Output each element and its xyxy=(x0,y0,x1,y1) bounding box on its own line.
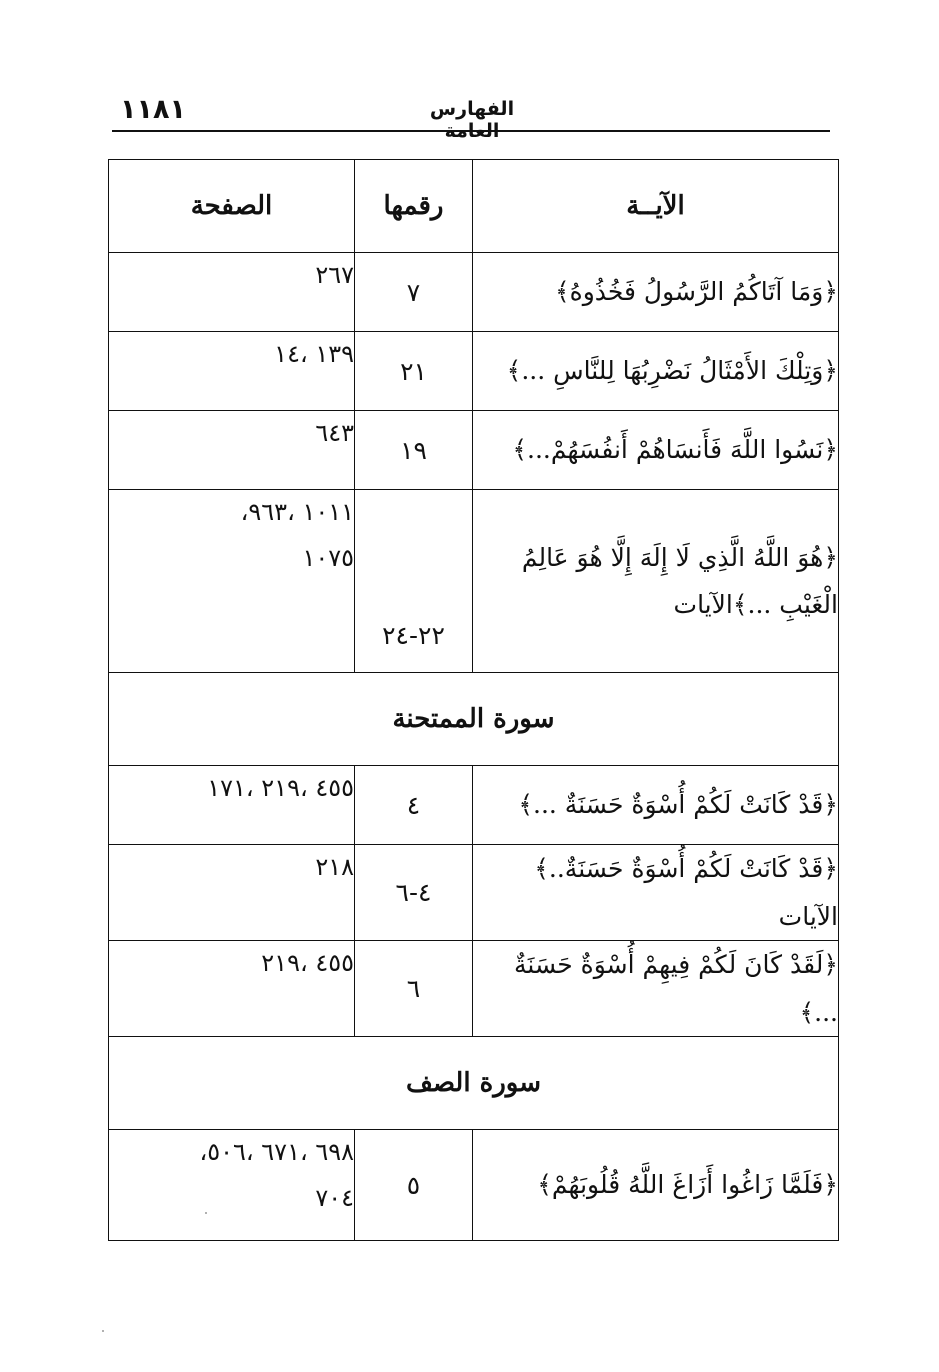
ayah-cell: ﴿نَسُوا اللَّهَ فَأَنسَاهُمْ أَنفُسَهُمْ...﴾ xyxy=(473,411,839,490)
ayah-cell: ﴿وَتِلْكَ الأَمْثَالُ نَضْرِبُهَا لِلنَّاسِ ...﴾ xyxy=(473,332,839,411)
ayah-cell: ﴿فَلَمَّا زَاغُوا أَزَاغَ اللَّهُ قُلُوبَهُمْ﴾ xyxy=(473,1130,839,1241)
column-header-page: الصفحة xyxy=(109,160,355,253)
page-refs: ١٣٩ ،١٤ xyxy=(274,340,354,368)
verse-number-cell: ١٩ xyxy=(355,411,473,490)
column-header-number: رقمها xyxy=(355,160,473,253)
page-refs: ٢١٨ xyxy=(315,853,354,881)
table-header-row xyxy=(109,160,839,253)
page-cell xyxy=(109,332,355,411)
page-header xyxy=(112,92,830,142)
surah-heading-row xyxy=(109,1037,839,1130)
scan-speck xyxy=(205,1212,207,1214)
page-number: ١١٨١ xyxy=(120,94,186,125)
verse-number-cell: ٢٢-٢٤ xyxy=(355,490,473,673)
surah-heading: سورة الصف xyxy=(109,1037,839,1130)
page-cell xyxy=(109,253,355,332)
table-row xyxy=(109,411,839,490)
page-cell xyxy=(109,1130,355,1241)
table-row xyxy=(109,941,839,1037)
column-header-ayah: الآيــة xyxy=(473,160,839,253)
page-refs: ١٠٧٥ xyxy=(302,543,354,572)
page-cell xyxy=(109,941,355,1037)
running-title: الفهارس العامة xyxy=(429,98,515,142)
surah-heading-row xyxy=(109,673,839,766)
table-row xyxy=(109,1130,839,1241)
page-refs: ٦٤٣ xyxy=(315,419,354,447)
scan-speck xyxy=(102,1330,104,1332)
page-cell xyxy=(109,766,355,845)
verse-number-cell: ٦ xyxy=(355,941,473,1037)
page-cell xyxy=(109,490,355,673)
ayah-cell: ﴿لَقَدْ كَانَ لَكُمْ فِيهِمْ أُسْوَةٌ حَسَنَةٌ ...﴾ xyxy=(473,941,839,1037)
table-row xyxy=(109,845,839,941)
table-row xyxy=(109,253,839,332)
verse-number-cell: ٧ xyxy=(355,253,473,332)
surah-heading: سورة الممتحنة xyxy=(109,673,839,766)
verse-number-cell: ٤-٦ xyxy=(355,845,473,941)
ayah-cell: ﴿هُوَ اللَّهُ الَّذِي لَا إِلَهَ إِلَّا هُوَ عَالِمُ الْغَيْبِ ...﴾الآيات xyxy=(473,490,839,673)
table-row xyxy=(109,766,839,845)
ayah-cell: ﴿وَمَا آتَاكُمُ الرَّسُولُ فَخُذُوهُ﴾ xyxy=(473,253,839,332)
table-row xyxy=(109,332,839,411)
verse-number-cell: ٤ xyxy=(355,766,473,845)
table-row xyxy=(109,490,839,673)
ayah-cell: ﴿قَدْ كَانَتْ لَكُمْ أُسْوَةٌ حَسَنَةٌ..﴾ الآيات xyxy=(473,845,839,941)
ayah-cell: ﴿قَدْ كَانَتْ لَكُمْ أُسْوَةٌ حَسَنَةٌ ...﴾ xyxy=(473,766,839,845)
verse-number-cell: ٥ xyxy=(355,1130,473,1241)
page-refs: ٢٦٧ xyxy=(315,261,354,289)
page-refs: ١٠١١ ،٩٦٣، xyxy=(240,498,354,526)
page-refs: ٤٥٥ ،٢١٩ ،١٧١ xyxy=(207,774,354,802)
page-cell xyxy=(109,845,355,941)
page-cell xyxy=(109,411,355,490)
verse-index-table xyxy=(108,159,839,1241)
verse-number-cell: ٢١ xyxy=(355,332,473,411)
page-refs: ٤٥٥ ،٢١٩ xyxy=(261,949,354,977)
page-refs: ٧٠٤ xyxy=(315,1183,354,1212)
header-rule xyxy=(112,130,830,132)
page-refs: ٦٩٨ ،٦٧١ ،٥٠٦، xyxy=(199,1138,354,1166)
